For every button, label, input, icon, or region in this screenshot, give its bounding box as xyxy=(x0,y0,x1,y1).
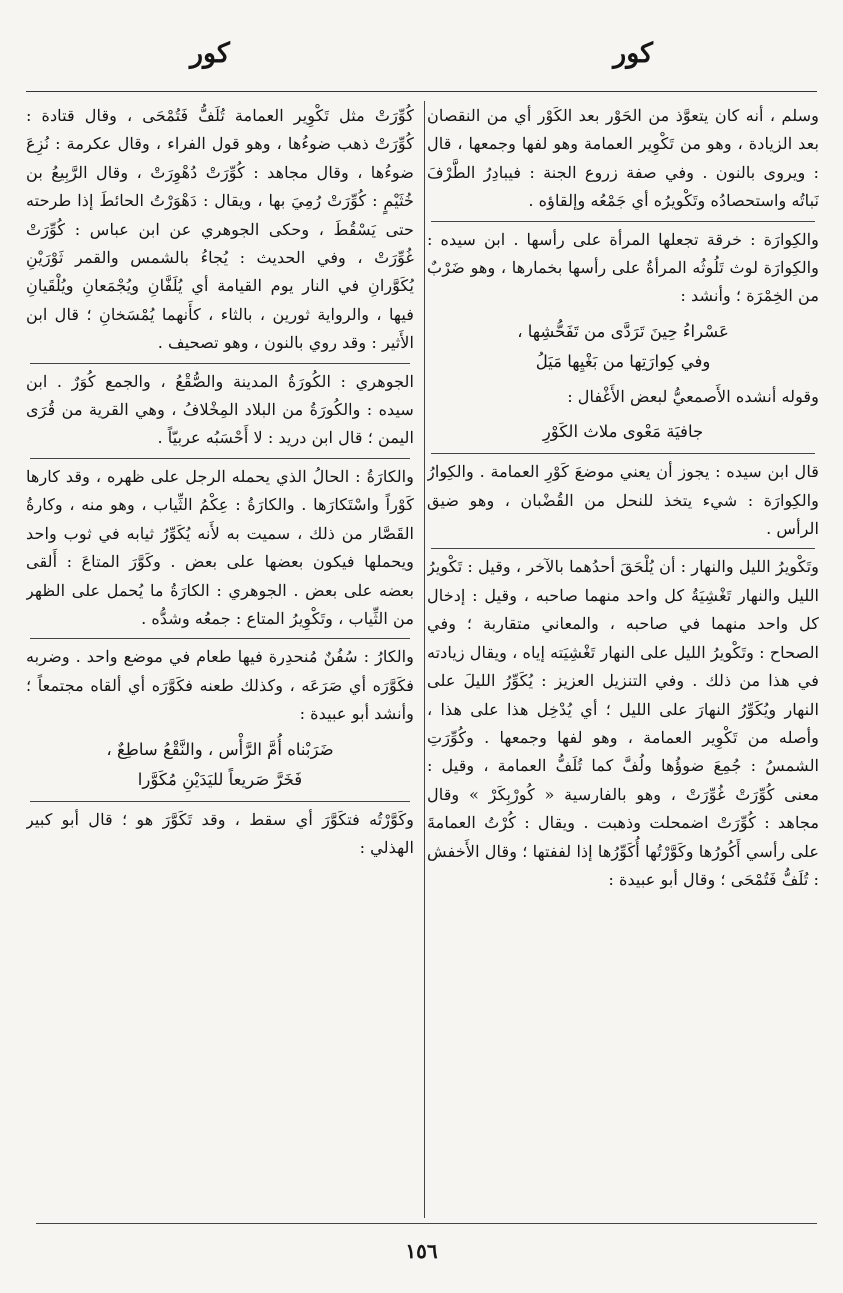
left-entry-paragraph-2: الجوهري : الكُورَةُ المدينة والصُّقْعُ ، والجمع كُوَرٌ . ابن سيده : والكُورَةُ من البلاد المِخْلافُ ، وهي القرية من قُرَى اليمن ؛ قال ابن دريد : لا أَحْسَبُه عربيّاً . xyxy=(26,371,414,448)
right-entry-paragraph-3: وقوله أنشده الأَصمعيُّ لبعض الأَغْفال : xyxy=(567,386,819,406)
verse-line: فَخَرَّ صَريعاً لليَدَيْنِ مُكَوَّرا xyxy=(137,769,303,789)
paragraph-divider xyxy=(30,638,410,639)
headword-left: كور xyxy=(190,38,230,69)
right-verse-1 xyxy=(427,317,819,377)
bottom-rule xyxy=(36,1223,817,1224)
right-column xyxy=(427,102,819,1214)
verse-line: عَسْراءُ حِينَ تَرَدَّى من تَفَحُّشِها ، xyxy=(517,321,729,341)
paragraph-divider xyxy=(431,453,815,454)
column-separator xyxy=(424,101,425,1218)
right-entry-paragraph-2: والكِوارَة : خرقة تجعلها المرأة على رأسها . ابن سيده : والكِوارَة لوث تَلُوثُه المرأةُ على رأسها بخمارها ، وهو ضَرْبٌ من الخِمْرَة ؛ وأنشد : xyxy=(427,229,819,306)
right-entry-paragraph-4: قال ابن سيده : يجوز أن يعني موضعَ كَوْرِ العمامة . والكِوارُ والكِوارَة : شيء يتخذ للنحل من القُضْبان ، وهو ضيق الرأس . xyxy=(427,462,819,539)
paragraph-divider xyxy=(30,363,410,364)
right-entry-paragraph-1: وسلم ، أنه كان يتعوَّذ من الحَوْر بعد الكَوْر أي من النقصان بعد الزيادة ، وهو من تَكْوِير العمامة وهو لفها وجمعها ، قال : ويروى بالنون . وفي صفة زروع الجنة : فيبادِرُ الطَّرْفَ نَباتُه واستحصادُه وتَكْويرُه أي جَمْعُه وإلقاؤه . xyxy=(427,106,819,211)
verse-line: ضَرَبْناه أُمَّ الرَّأْس ، والنَّقْعُ ساطِعٌ ، xyxy=(106,739,334,759)
verse-line: جافيَة مَعْوى ملاث الكَوْرِ xyxy=(542,422,704,442)
left-verse-1 xyxy=(26,735,414,795)
left-entry-paragraph-1: كُوِّرَتْ مثل تَكْوِير العمامة تُلَفُّ فَتُمْحَى ، وقال قتادة : كُوِّرَتْ ذهب ضوءُها ، وهو قول الفراء ، وقال عكرمة : نُزِعَ ضوءُها ، وقال مجاهد : كُوِّرَتْ دُهْوِرَتْ ، وقال الرَّبِيعُ بن خُثَيْمٍ : كُوِّرَتْ رُمِيَ بها ، ويقال : دَهْوَرْتُ الحائطَ إذا طرحته حتى يَسْقُطَ ، وحكى الجوهري عن ابن عباس : كُوِّرَتْ غُوِّرَتْ ، وفي الحديث : يُجاءُ بالشمس والقمر ثَوْرَيْنِ يُكَوَّرانِ في النار يوم القيامة أي يُلَفَّانِ ويُجْمَعانِ ويُلْقَيانِ فيها ، والرواية ثورين ، بالثاء ، كأَنهما يُمْسَخانِ ؛ قال ابن الأَثير : وقد روي بالنون ، وهو تصحيف . xyxy=(26,106,414,353)
left-entry-paragraph-5: وكَوَّرْتُه فتكَوَّرَ أي سقط ، وقد تَكَوَّرَ هو ؛ قال أبو كبير الهذلي : xyxy=(26,809,414,857)
top-rule xyxy=(26,91,817,92)
paragraph-divider xyxy=(431,221,815,222)
verse-line: وفي كِوارَتِها من بَغْيِها مَيَلُ xyxy=(535,351,711,371)
left-entry-paragraph-4: والكارُ : سُفُنٌ مُنحدِرة فيها طعام في موضع واحد . وضربه فكَوَّرَه أي صَرَعَه ، وكذلك طعنه فكَوَّرَه أي ألقاه مجتمعاً ؛ وأنشد أبو عبيدة : xyxy=(26,647,414,724)
headword-right: كور xyxy=(613,38,653,69)
left-entry-paragraph-3: والكارَةُ : الحالُ الذي يحمله الرجل على ظهره ، وقد كارها كَوْراً واسْتَكارَها . والكارَةُ : عِكْمُ الثِّياب ، وهو منه ، وكارةُ القَصَّار من ذلك ، سميت به لأَنه يُكَوِّرُ ثيابه في ثوب واحد ويحملها فيكون بعضها على بعض . وكَوَّرَ المتاعَ : أَلقى بعضه على بعض . الجوهري : الكارَةُ ما يُحمل على الظهر من الثِّياب ، وتَكْوِيرُ المتاع : جمعُه وشدُّه . xyxy=(26,466,414,628)
paragraph-divider xyxy=(30,458,410,459)
page-number: ١٥٦ xyxy=(405,1239,438,1263)
paragraph-divider xyxy=(30,801,410,802)
right-entry-paragraph-5: وتَكْويرُ الليل والنهار : أن يُلْحَقَ أحدُهما بالآخر ، وقيل : تَكْويرُ الليل والنهار تَغْشِيَةُ كل واحد منهما صاحبه ، وقيل : إدخال كل واحد منهما في صاحبه ، والمعاني متقاربة ؛ وفي الصحاح : وتَكْويرُ الليل على النهار تَغْشِيَته إياه ، ويقال زيادته في هذا من ذلك . وفي التنزيل العزيز : يُكَوِّرُ الليلَ على النهار ويُكَوِّرُ النهارَ على الليل ؛ أي يُدْخِل هذا على هذا ، وأصله من تَكْوِير العمامة ، وهو لفها وجمعها . وكُوِّرَتِ الشمسُ : جُمِعَ ضوؤُها ولُفَّ كما تُلَفُّ العمامة ، وقيل : معنى كُوِّرَتْ غُوِّرَتْ ، وهو بالفارسية « كُورْبِكَرْ » وقال مجاهد : كُوِّرَتْ اضمحلت وذهبت . ويقال : كُرْتُ العمامةَ على رأسي أَكُورُها وكَوَّرْتُها أُكَوِّرُها إذا لففتها ؛ وقال الأَخفش : تُلَفُّ فَتُمْحَى ؛ وقال أبو عبيدة : xyxy=(427,557,819,889)
right-verse-2 xyxy=(427,417,819,447)
paragraph-divider xyxy=(431,548,815,549)
left-column xyxy=(26,102,414,1214)
